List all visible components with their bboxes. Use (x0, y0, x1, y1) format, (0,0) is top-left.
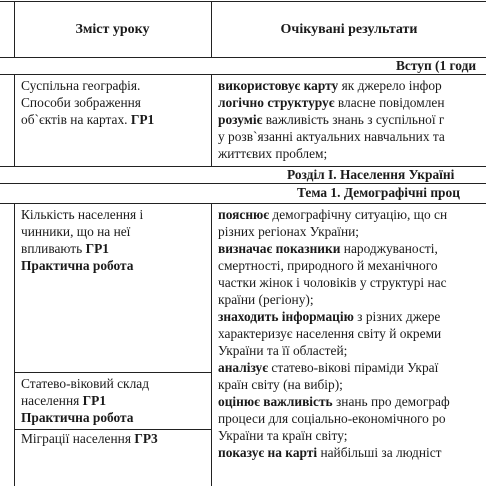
row2-result-line: смертності, природного й механічного (218, 258, 438, 273)
row1-content-tag: ГР1 (130, 112, 155, 127)
row2-result-line: України та країн світу; (218, 428, 348, 443)
col1-border (14, 74, 15, 166)
row3-content-line: Статево-віковий склад (21, 376, 150, 391)
row4-content-line: Міграції населення ГР3 (21, 431, 158, 446)
topic1-row-bottom-border (0, 203, 486, 204)
row2-result-line: пояснює демографічну ситуацію, що сн (218, 207, 448, 222)
row4-content-tag: ГР3 (134, 431, 158, 446)
row2-bottom-border (14, 372, 211, 373)
row2-result-line: країни (регіону); (218, 292, 314, 307)
row2-result-line: аналізує статево-вікові піраміди Украї (218, 360, 439, 375)
header-content: Зміст уроку (75, 22, 150, 37)
row2-content-tag: ГР1 (85, 241, 109, 256)
row2-result-line: України та її областей; (218, 343, 348, 358)
row2-result-line: визначає показники народжуваності, (218, 241, 438, 256)
header-results: Очікувані результати (280, 22, 418, 37)
row2-result-line: країн світу (на вибір); (218, 377, 343, 392)
row2-practical-label: Практична робота (21, 258, 134, 273)
row2-result-line: різних регіонах України; (218, 224, 359, 239)
row1-content-line: об`єктів на картах. ГР1 (21, 112, 155, 127)
row2-result-line: показує на карті найбільші за людніст (218, 445, 442, 460)
row1-result-line: у розв`язанні актуальних навчальних та (218, 129, 445, 144)
row2-result-line: частки жінок і чоловіків у структурі нас (218, 275, 447, 290)
row2-content-line: чинники, що на неї (21, 224, 131, 239)
col2-border (211, 203, 212, 486)
table-top-border (0, 1, 486, 2)
col1-border (14, 203, 15, 486)
row3-content-tag: ГР1 (82, 393, 107, 408)
row1-content-line: Суспільна географія. (21, 78, 141, 93)
row2-result-line: знаходить інформацію з різних джере (218, 309, 441, 324)
col2-border (211, 74, 212, 166)
row2-content-line: Кількість населення і (21, 207, 144, 222)
row2-result-line: оцінює важливість знань про демограф (218, 394, 450, 409)
row2-result-line: процеси для соціально-економічного ро (218, 411, 446, 426)
row1-result-line: життєвих проблем; (218, 146, 328, 161)
row1-result-line: розуміє важливість знань з суспільної г (218, 112, 445, 127)
row1-content-line: Способи зображення (21, 95, 141, 110)
section-topic1: Тема 1. Демографічні проц (297, 185, 460, 200)
row1-result-line: використовує карту як джерело інфор (218, 78, 442, 93)
section-part1: Розділ І. Населення Україні (287, 167, 455, 182)
row1-result-line: логічно структурує власне повідомлен (218, 95, 445, 110)
intro-row-bottom-border (0, 74, 486, 75)
row3-practical-label: Практична робота (21, 410, 134, 425)
row2-result-line: характеризує населення світу й окреми (218, 326, 442, 341)
row3-content-line: населення ГР1 (21, 393, 107, 408)
row2-content-line: впливають ГР1 (21, 241, 109, 256)
section-intro: Вступ (1 годи (396, 58, 477, 73)
